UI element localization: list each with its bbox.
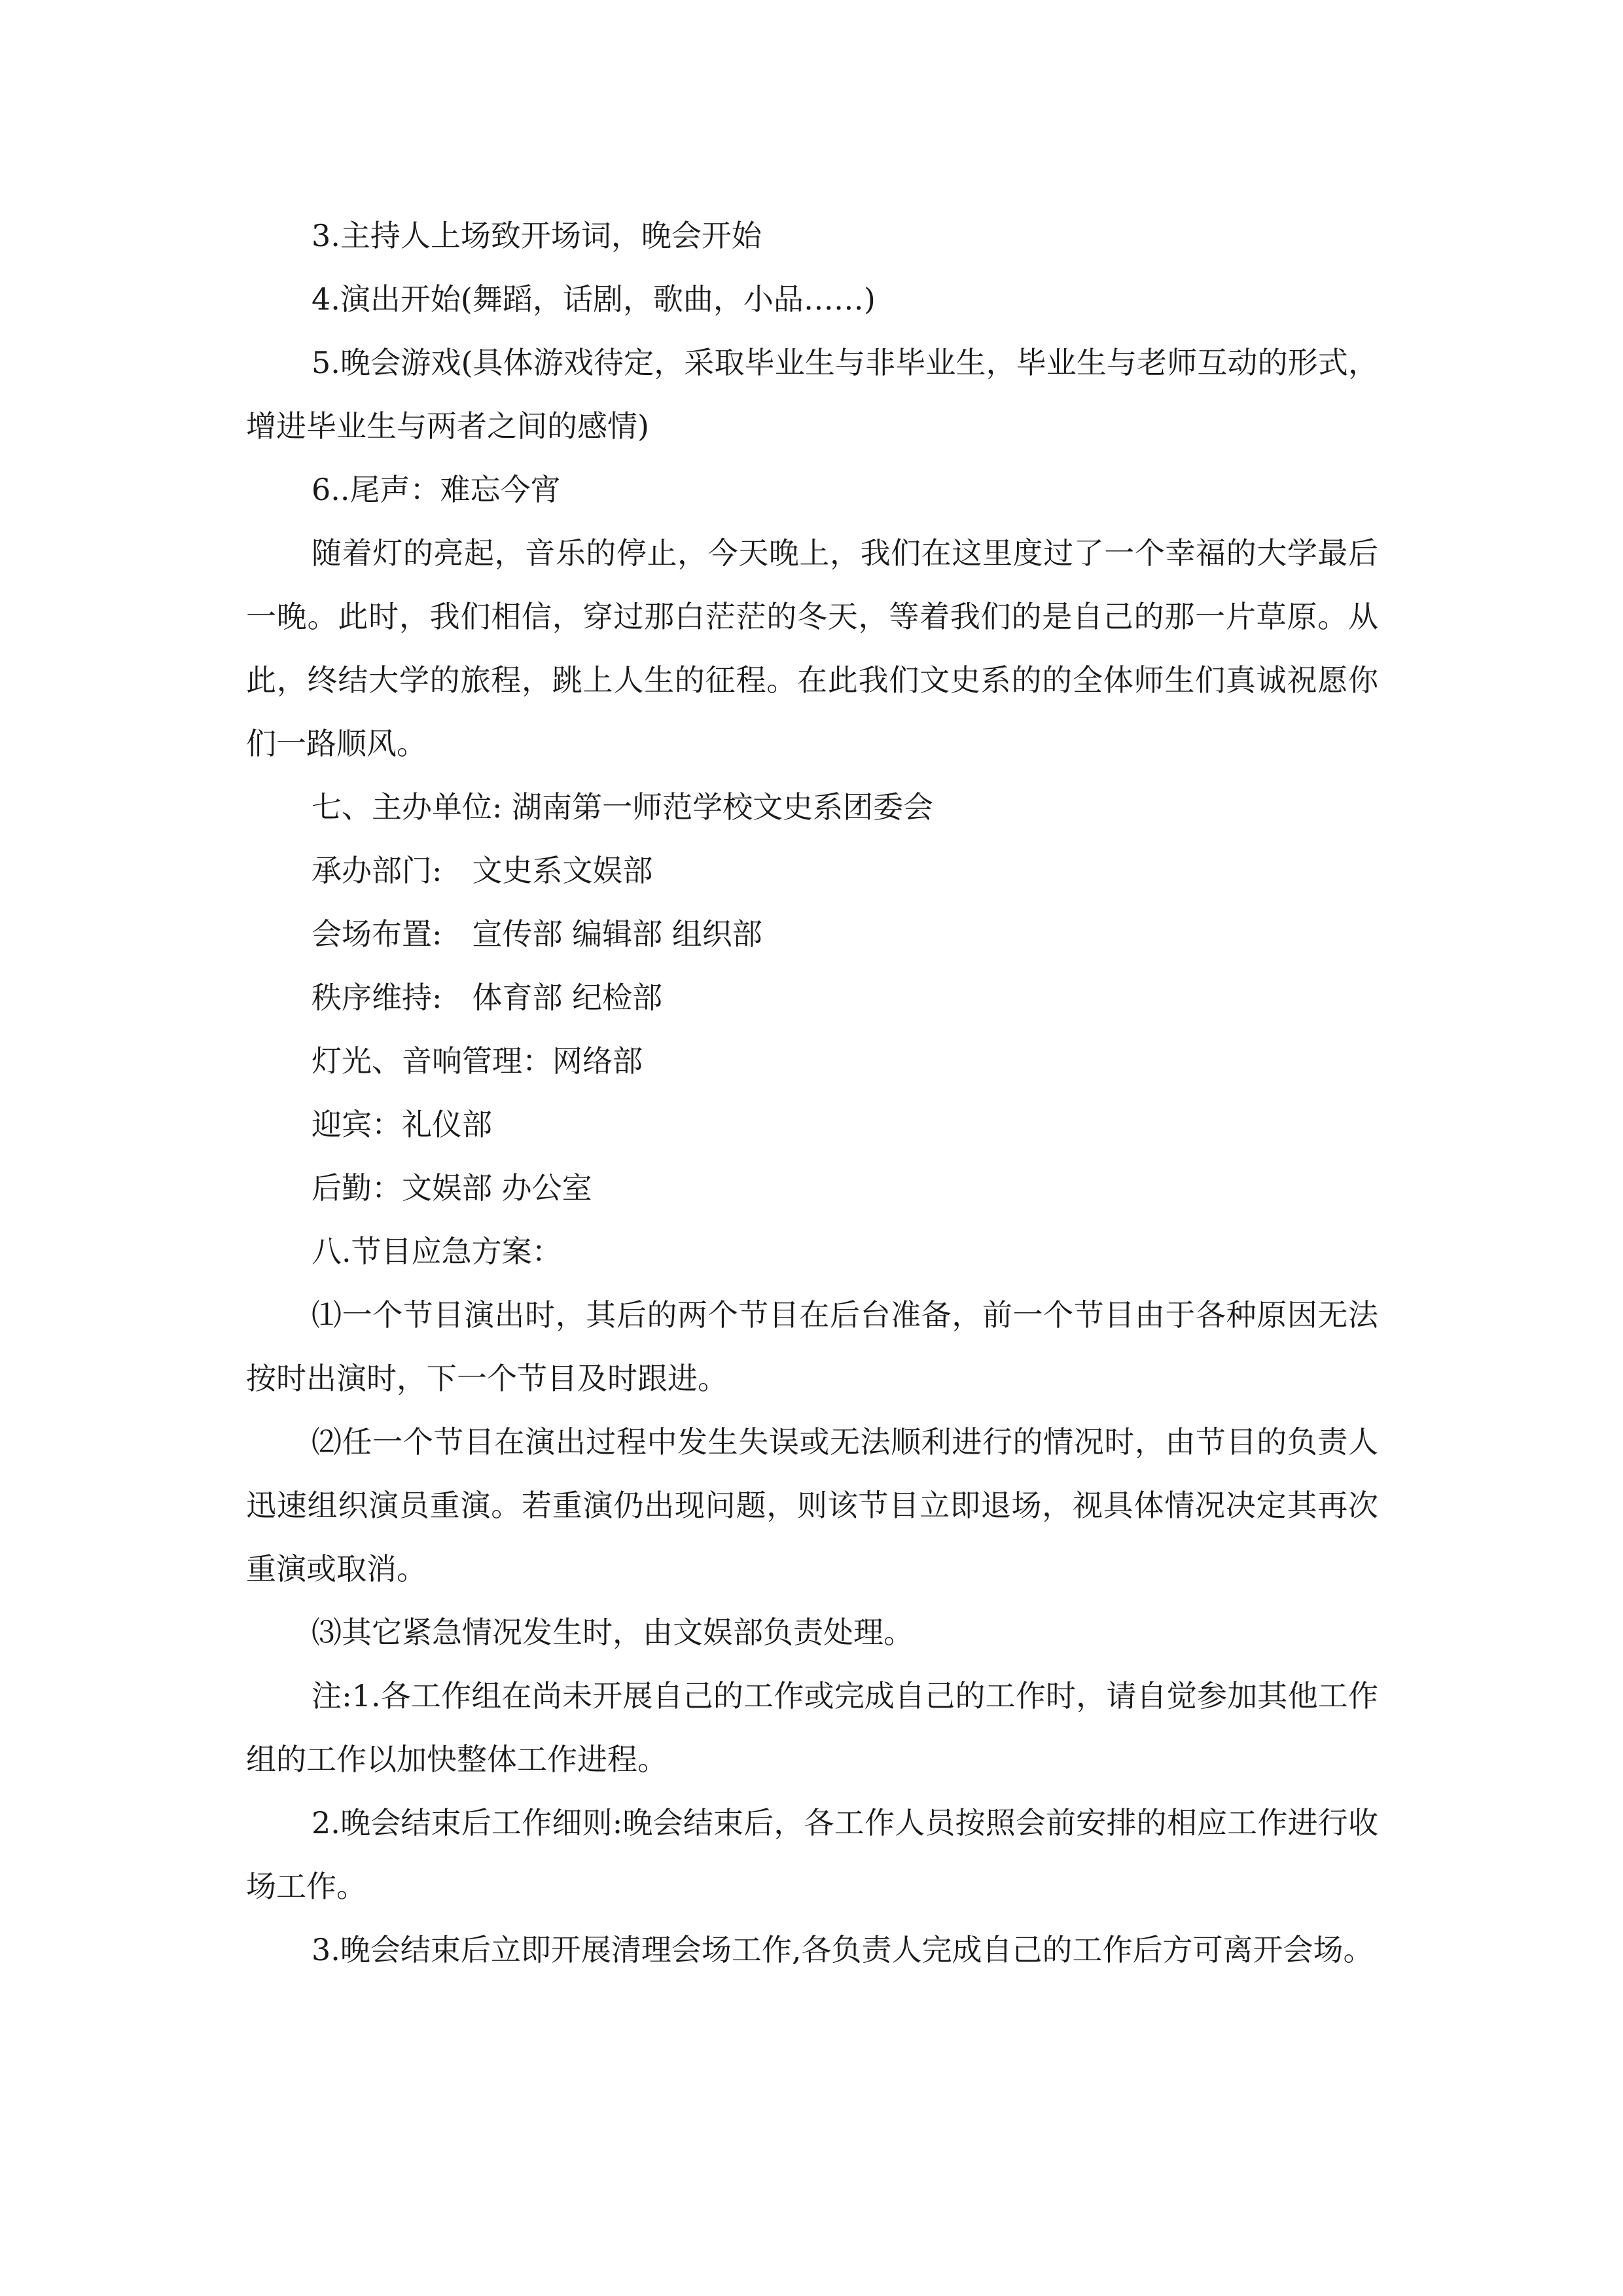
paragraph-note-3: 3.晚会结束后立即开展清理会场工作,各负责人完成自己的工作后方可离开会场。 [312,1932,1374,1967]
paragraph-closing-remarks: 随着灯的亮起，音乐的停止，今天晚上，我们在这里度过了一个幸福的大学最后一晚。此时，我们相信，穿过那白茫茫的冬天，等着我们的是自己的那一片草原。从此，终结大学的旅程，跳上人生的征程。在此我们文史系的的全体师生们真诚祝愿你们一路顺风。 [246,535,1378,761]
paragraph-emergency-item-3: ⑶其它紧急情况发生时，由文娱部负责处理。 [312,1615,914,1650]
paragraph-note-2: 2.晚会结束后工作细则:晚会结束后，各工作人员按照会前安排的相应工作进行收场工作。 [246,1805,1378,1904]
document-body [246,204,1378,1982]
paragraph-logistics: 后勤：文娱部 办公室 [312,1170,592,1206]
paragraph-emergency-item-2: ⑵任一个节目在演出过程中发生失误或无法顺利进行的情况时，由节目的负责人迅速组织演员重演。若重演仍出现问题，则该节目立即退场，视具体情况决定其再次重演或取消。 [246,1424,1378,1587]
paragraph-emergency-heading: 八.节目应急方案： [312,1234,562,1269]
paragraph-note-1: 注:1.各工作组在尚未开展自己的工作或完成自己的工作时，请自觉参加其他工作组的工作以加快整体工作进程。 [246,1678,1378,1777]
paragraph-program-item-3: 3.主持人上场致开场词，晚会开始 [312,218,762,253]
paragraph-reception: 迎宾：礼仪部 [312,1107,492,1142]
paragraph-lighting-sound: 灯光、音响管理：网络部 [312,1043,643,1079]
paragraph-undertaking-department: 承办部门: 文史系文娱部 [312,853,653,888]
paragraph-organizer: 七、主办单位: 湖南第一师范学校文史系团委会 [312,789,934,825]
paragraph-program-item-4: 4.演出开始(舞蹈，话剧，歌曲，小品……) [312,281,876,317]
paragraph-venue-setup: 会场布置: 宣传部 编辑部 组织部 [312,916,762,952]
paragraph-program-item-5: 5.晚会游戏(具体游戏待定，采取毕业生与非毕业生，毕业生与老师互动的形式，增进毕业生与两者之间的感情) [246,345,1378,444]
paragraph-order-maintenance: 秩序维持: 体育部 纪检部 [312,980,663,1015]
paragraph-program-item-6: 6..尾声：难忘今宵 [312,472,561,507]
paragraph-emergency-item-1: ⑴一个节目演出时，其后的两个节目在后台准备，前一个节目由于各种原因无法按时出演时，下一个节目及时跟进。 [246,1297,1378,1396]
